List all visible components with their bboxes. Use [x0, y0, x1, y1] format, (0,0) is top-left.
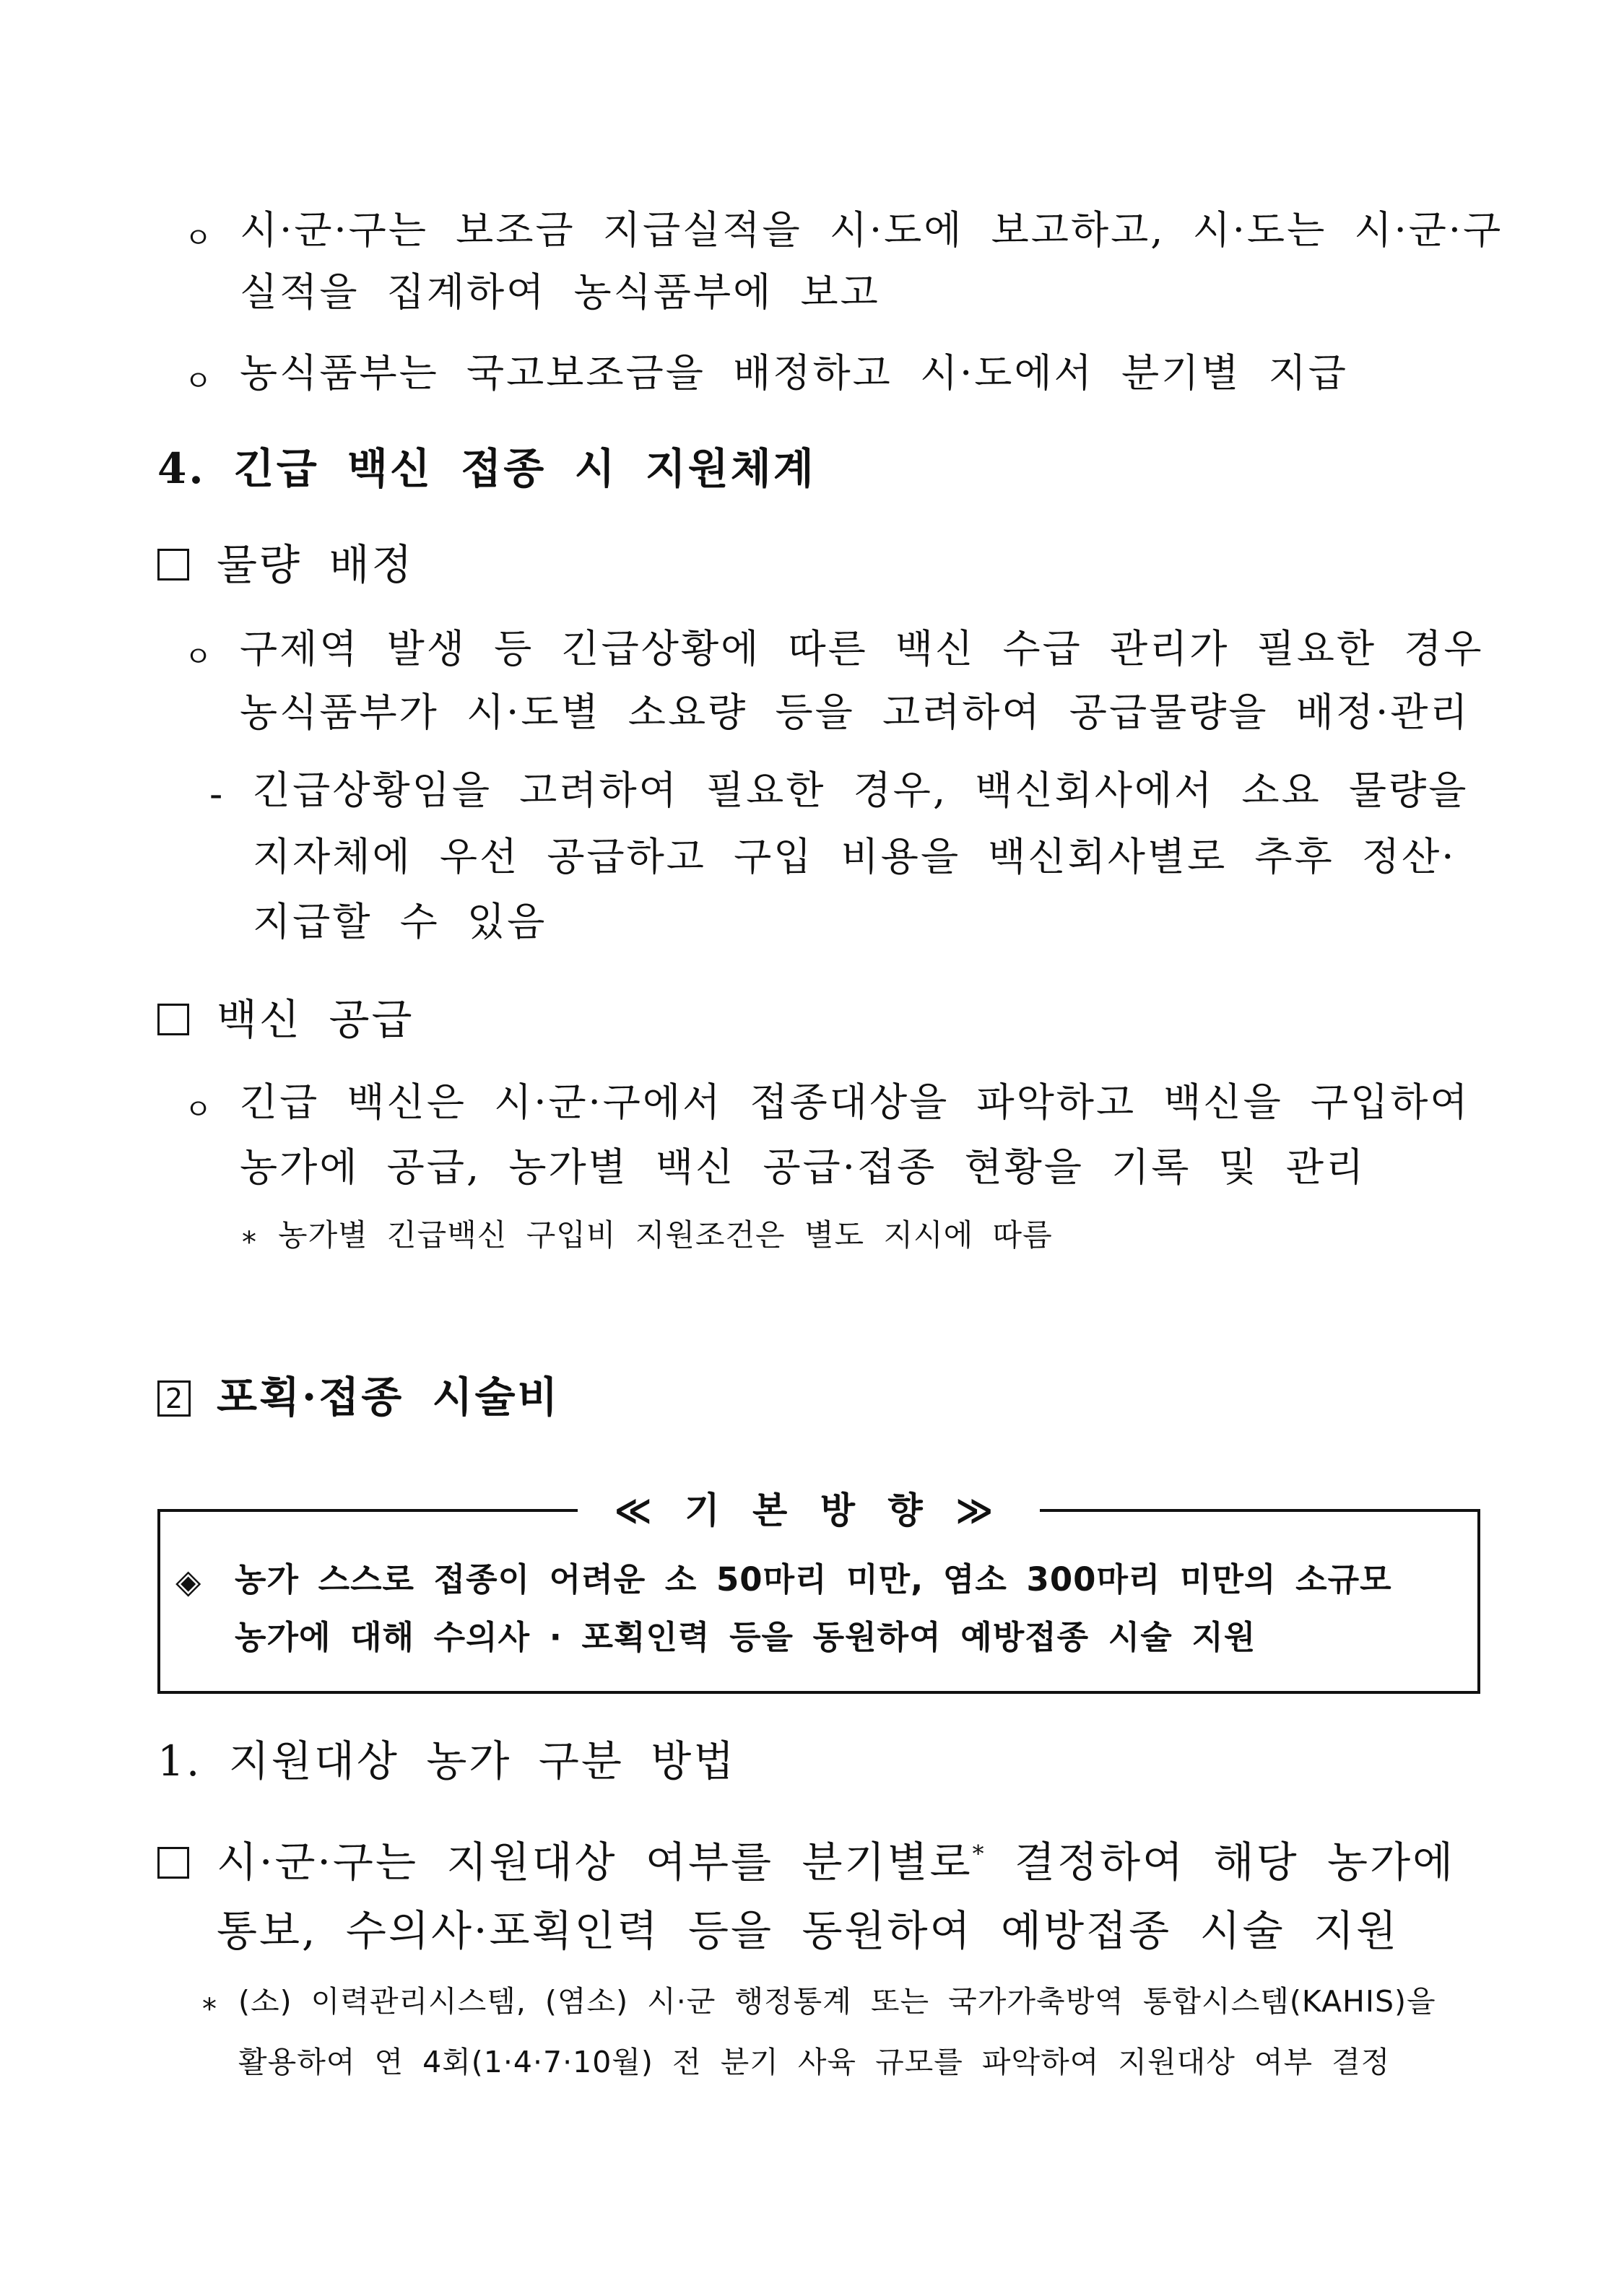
supply-item-line2: 농가에 공급, 농가별 백신 공급·접종 현황을 기록 및 관리	[240, 1144, 1366, 1190]
dash-item-line2: 지자체에 우선 공급하고 구입 비용을 백신회사별로 추후 정산·	[253, 834, 1456, 879]
basic-direction-box	[157, 1509, 1480, 1694]
subsection-title: 백신 공급	[217, 995, 414, 1044]
report-item-line1: 시·군·구는 보조금 지급실적을 시·도에 보고하고, 시·도는 시·군·구	[240, 207, 1503, 253]
footnote-marker: *	[972, 1840, 986, 1868]
basic-direction-line1: 농가 스스로 접종이 어려운 소 50마리 미만, 염소 300마리 미만의 소규모	[235, 1560, 1392, 1599]
allocation-item-line1: 구제역 발생 등 긴급상황에 따른 백신 수급 관리가 필요한 경우	[240, 626, 1484, 671]
subheading: 1. 지원대상 농가 구분 방법	[157, 1736, 737, 1786]
basic-direction-line2: 농가에 대해 수의사 · 포획인력 등을 동원하여 예방접종 시술 지원	[235, 1618, 1256, 1656]
section-number-badge: 2	[157, 1380, 191, 1417]
target-item-line2: 통보, 수의사·포획인력 등을 동원하여 예방접종 시술 지원	[217, 1906, 1399, 1955]
circle-bullet-icon: ㅇ	[184, 1093, 212, 1126]
circle-bullet-icon: ㅇ	[184, 640, 212, 674]
note-star-icon: *	[242, 1226, 256, 1259]
part-title: 포획·접종 시술비	[217, 1373, 560, 1422]
subsection-title: 물량 배정	[217, 540, 414, 589]
allocation-item-line2: 농식품부가 시·도별 소요량 등을 고려하여 공급물량을 배정·관리	[240, 690, 1470, 735]
target-note-line1: (소) 이력관리시스템, (염소) 시·군 행정통계 또는 국가가축방역 통합시스템(KAHIS)을	[238, 1984, 1436, 2019]
circle-bullet-icon: ㅇ	[184, 365, 212, 398]
subsidy-item: 농식품부는 국고보조금을 배정하고 시·도에서 분기별 지급	[240, 350, 1348, 396]
target-item-line1-text-b: 결정하여 해당 농가에	[986, 1838, 1456, 1887]
target-note-line2: 활용하여 연 4회(1·4·7·10월) 전 분기 사육 규모를 파악하여 지원대상 여부 결정	[238, 2045, 1391, 2079]
note-star-icon: *	[202, 1993, 217, 2026]
dash-item-line3: 지급할 수 있음	[253, 899, 547, 944]
target-item-line1	[217, 1838, 1456, 1887]
checkbox-square-icon	[157, 1847, 189, 1879]
supply-item-line1: 긴급 백신은 시·군·구에서 접종대상을 파악하고 백신을 구입하여	[240, 1079, 1470, 1125]
circle-bullet-icon: ㅇ	[184, 222, 212, 255]
dash-item-line1: 긴급상황임을 고려하여 필요한 경우, 백신회사에서 소요 물량을	[253, 767, 1469, 813]
report-item-line2: 실적을 집계하여 농식품부에 보고	[240, 269, 880, 315]
basic-direction-title: ≪ 기 본 방 향 ≫	[578, 1489, 1040, 1532]
target-item-line1-text: 시·군·구는 지원대상 여부를 분기별로	[217, 1838, 973, 1887]
section-heading: 4. 긴급 백신 접종 시 지원체계	[157, 444, 816, 493]
dash-bullet-icon: -	[209, 771, 223, 817]
supply-note: 농가별 긴급백신 구입비 지원조건은 별도 지시에 따름	[278, 1217, 1053, 1253]
checkbox-square-icon	[157, 549, 189, 580]
diamond-bullet-icon: ◈	[175, 1562, 201, 1601]
checkbox-square-icon	[157, 1004, 189, 1035]
